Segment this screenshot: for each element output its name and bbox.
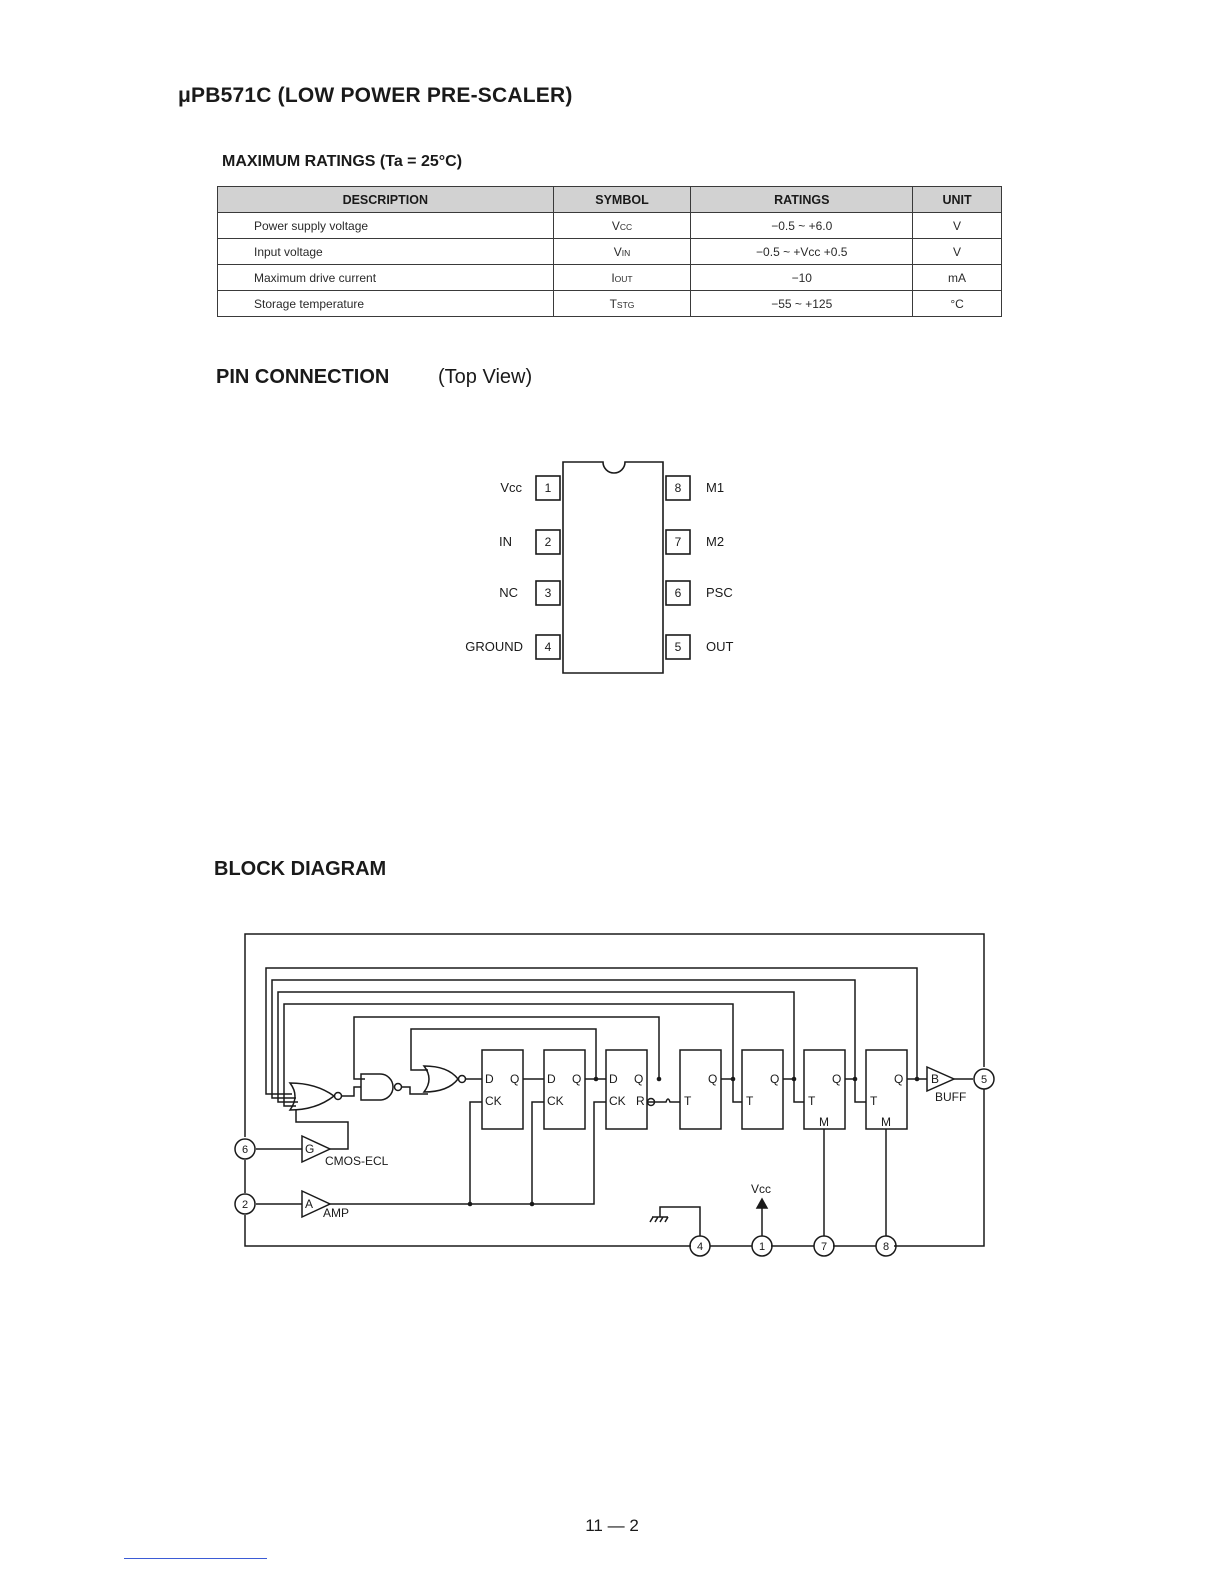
buffer-b-name: BUFF	[935, 1090, 967, 1104]
junction-dot	[594, 1077, 599, 1082]
chain-link	[783, 1079, 804, 1102]
vcc-label: Vcc	[751, 1182, 772, 1196]
ground-symbol	[650, 1217, 668, 1222]
scan-edge-line	[124, 1558, 267, 1559]
ff-ck-label: CK	[609, 1094, 626, 1108]
d-flip-flop-1	[482, 1050, 523, 1129]
buffer-b-letter: B	[931, 1072, 940, 1086]
buffer-g-name: CMOS-ECL	[325, 1154, 389, 1168]
gate-bubble	[459, 1076, 466, 1083]
terminal-number: 4	[696, 1241, 704, 1253]
buffer-g-letter: G	[305, 1142, 315, 1156]
row-symbol: IOUT	[553, 265, 691, 291]
document-title: μPB571C (LOW POWER PRE-SCALER)	[178, 84, 573, 107]
row-rating: −10	[691, 265, 913, 291]
ff-t-label: T	[808, 1094, 816, 1108]
feedback-line	[284, 1004, 733, 1106]
pin-label: IN	[499, 534, 512, 549]
pin-number: 5	[674, 640, 682, 654]
col-header-description: DESCRIPTION	[218, 187, 554, 213]
junction-dot	[915, 1077, 920, 1082]
junction-dot	[853, 1077, 858, 1082]
row-unit: mA	[913, 265, 1002, 291]
ff-t-label: T	[870, 1094, 878, 1108]
pin-number: 8	[674, 481, 682, 495]
nor-gate-2	[424, 1066, 458, 1092]
ff-q-label: Q	[572, 1072, 582, 1086]
col-header-symbol: SYMBOL	[553, 187, 691, 213]
pin-number: 6	[674, 586, 682, 600]
feedback-line	[354, 1017, 659, 1079]
row-symbol: TSTG	[553, 291, 691, 317]
col-header-ratings: RATINGS	[691, 187, 913, 213]
d-flip-flop-3	[606, 1050, 647, 1129]
row-rating: −0.5 ~ +Vcc +0.5	[691, 239, 913, 265]
ff-d-label: D	[547, 1072, 556, 1086]
terminal-number: 8	[882, 1241, 890, 1253]
ff-m-label: M	[819, 1115, 829, 1129]
ff-t-label: T	[684, 1094, 692, 1108]
junction-dot	[657, 1077, 662, 1082]
row-unit: V	[913, 213, 1002, 239]
row-description: Storage temperature	[218, 291, 554, 317]
junction-dot	[731, 1077, 736, 1082]
terminal-number: 6	[241, 1144, 249, 1156]
ff-r-label: R	[636, 1094, 645, 1108]
row-rating: −0.5 ~ +6.0	[691, 213, 913, 239]
nor-gate-1	[290, 1083, 334, 1110]
terminal-number: 5	[980, 1074, 988, 1086]
row-symbol: VCC	[553, 213, 691, 239]
buffer-a-name: AMP	[323, 1206, 350, 1220]
pin-number: 2	[544, 535, 552, 549]
row-unit: °C	[913, 291, 1002, 317]
feedback-line	[266, 968, 917, 1094]
buffer-a-letter: A	[305, 1197, 314, 1211]
pin-label: M1	[706, 480, 725, 495]
gate-link	[402, 1087, 428, 1094]
max-ratings-title: MAXIMUM RATINGS (Ta = 25°C)	[222, 153, 463, 170]
feedback-line	[272, 980, 855, 1098]
ff-q-label: Q	[510, 1072, 520, 1086]
gate-bubble	[335, 1093, 342, 1100]
row-symbol: VIN	[553, 239, 691, 265]
page-number: 11 — 2	[585, 1516, 639, 1535]
ff-ck-label: CK	[547, 1094, 564, 1108]
junction-dot	[468, 1202, 473, 1207]
pin-number: 1	[544, 481, 552, 495]
pin-connection-title: PIN CONNECTION	[216, 366, 390, 388]
pin-label: M2	[706, 534, 725, 549]
clock-line	[470, 1102, 482, 1204]
terminal-number: 2	[241, 1199, 249, 1211]
pin-label: PSC	[706, 585, 733, 600]
ff-q-label: Q	[832, 1072, 842, 1086]
vcc-arrow	[757, 1199, 767, 1208]
pin-label: GROUND	[465, 639, 523, 654]
nand-gate	[361, 1074, 393, 1100]
ff-ck-label: CK	[485, 1094, 502, 1108]
pin-connection-subtitle: (Top View)	[438, 366, 533, 388]
ff-t-label: T	[746, 1094, 754, 1108]
block-diagram-title: BLOCK DIAGRAM	[214, 858, 387, 880]
pin-label: OUT	[706, 639, 734, 654]
gate-bubble	[395, 1084, 402, 1091]
clock-line	[328, 1102, 606, 1204]
ff-q-label: Q	[894, 1072, 904, 1086]
col-header-unit: UNIT	[913, 187, 1002, 213]
terminal-number: 7	[820, 1241, 828, 1253]
row-rating: −55 ~ +125	[691, 291, 913, 317]
clock-line	[532, 1102, 544, 1204]
cmos-ecl-line	[296, 1110, 348, 1149]
t-flip-flop-1	[680, 1050, 721, 1129]
pin-number: 3	[544, 586, 552, 600]
junction-dot	[530, 1202, 535, 1207]
ff-q-label: Q	[770, 1072, 780, 1086]
junction-dot	[792, 1077, 797, 1082]
pin-number: 7	[674, 535, 682, 549]
terminal-number: 1	[758, 1241, 766, 1253]
d-flip-flop-2	[544, 1050, 585, 1129]
t-flip-flop-2	[742, 1050, 783, 1129]
gate-link	[342, 1087, 361, 1096]
row-description: Input voltage	[218, 239, 554, 265]
ff-q-label: Q	[634, 1072, 644, 1086]
row-unit: V	[913, 239, 1002, 265]
chain-link	[721, 1079, 742, 1102]
pin-label: Vcc	[500, 480, 522, 495]
pin-label: NC	[499, 585, 518, 600]
pin-number: 4	[544, 640, 552, 654]
row-description: Maximum drive current	[218, 265, 554, 291]
ff-m-label: M	[881, 1115, 891, 1129]
ff-d-label: D	[485, 1072, 494, 1086]
ff-d-label: D	[609, 1072, 618, 1086]
diagram-frame	[245, 934, 984, 1246]
chain-link	[845, 1079, 866, 1102]
row-description: Power supply voltage	[218, 213, 554, 239]
ff-q-label: Q	[708, 1072, 718, 1086]
feedback-line	[411, 1029, 596, 1079]
